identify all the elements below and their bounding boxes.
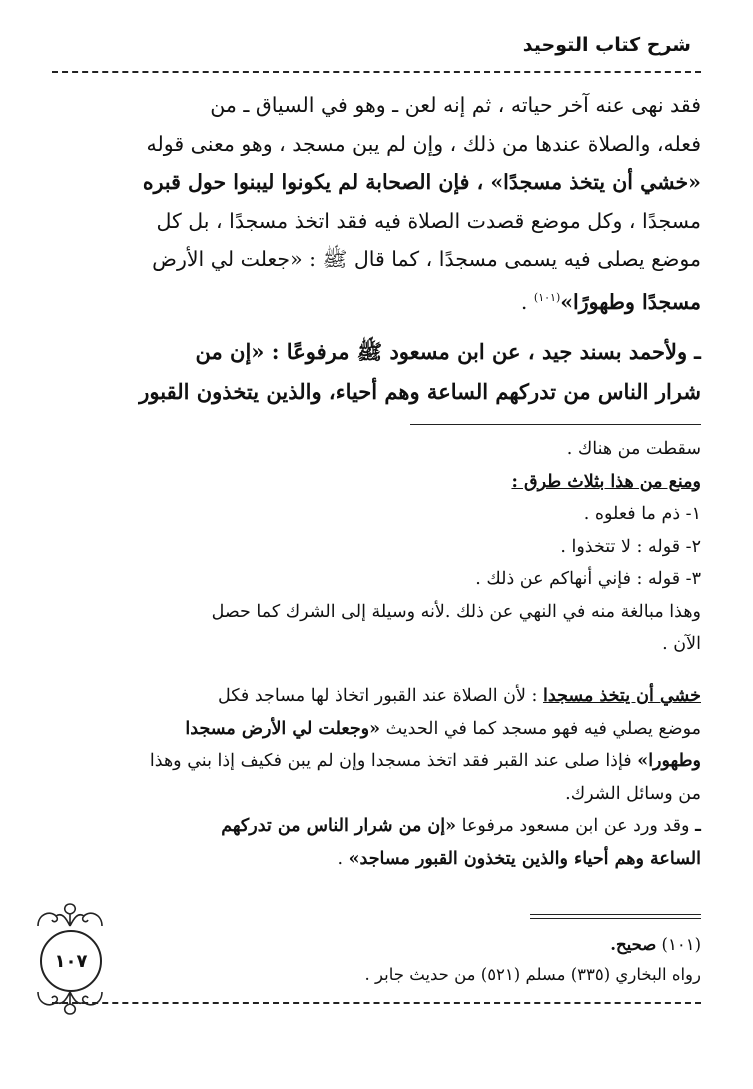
footnote-ref: (١٠١)	[533, 290, 561, 304]
main-line: فقد نهى عنه آخر حياته ، ثم إنه لعن ـ وهو في السياق ـ من	[210, 93, 701, 117]
footnote-number: (١٠١)	[661, 935, 701, 954]
note-quote: وطهورا»	[637, 751, 701, 771]
notes-divider	[410, 424, 701, 425]
note-text: فإذا صلى عند القبر فقد اتخذ مسجدا وإن لم يبن فكيف إذا بني وهذا	[149, 751, 638, 771]
note-text: : لأن الصلاة عند القبور اتخاذ لها مساجد فكل	[218, 686, 544, 706]
footnote-line	[118, 930, 701, 960]
note-quote: الساعة وهم أحياء والذين يتخذون القبور مساجد»	[348, 848, 701, 869]
footnote-section	[118, 930, 701, 990]
note-line: وهذا مبالغة منه في النهي عن ذلك .لأنه وسيلة إلى الشرك كما حصل	[211, 601, 701, 622]
footnote-grade: صحيح.	[610, 935, 657, 954]
footnote-line: رواه البخاري (٣٣٥) مسلم (٥٢١) من حديث جابر .	[364, 965, 701, 984]
note-line: الآن .	[662, 634, 701, 654]
main-paragraph-1	[118, 86, 701, 321]
section-marker: ـ	[695, 816, 701, 836]
note-text: موضع يصلي فيه فهو مسجد كما في الحديث	[385, 718, 701, 739]
section-marker: ـ	[693, 340, 701, 364]
note-line	[118, 745, 701, 778]
note-text: .	[337, 848, 349, 869]
note-line	[118, 713, 701, 746]
footnote-divider-2	[530, 918, 701, 919]
note-quote: «وجعلت لي الأرض مسجدا	[185, 718, 381, 739]
note-quote: «إن من شرار الناس من تدركهم	[221, 816, 457, 836]
page-number-ornament	[30, 900, 110, 1010]
main-line: فعله، والصلاة عندها من ذلك ، وإن لم يبن مسجد ، وهو معنى قوله	[146, 131, 701, 156]
scroll-ornament-top-icon	[30, 900, 110, 932]
main-line	[118, 332, 701, 372]
main-line: «خشي أن يتخذ مسجدًا» ، فإن الصحابة لم يكونوا ليبنوا حول قبره	[142, 170, 701, 194]
page-header-title: شرح كتاب التوحيد	[522, 34, 691, 56]
main-line: مسجدًا ، وكل موضع قصدت الصلاة فيه فقد اتخذ مسجدًا ، بل كل	[156, 208, 701, 233]
note-line: ٣- قوله : فإني أنهاكم عن ذلك .	[475, 569, 701, 589]
notes-section-1	[118, 433, 701, 661]
note-text: وقد ورد عن ابن مسعود مرفوعا	[456, 816, 690, 836]
note-heading: ومنع من هذا بثلاث طرق :	[511, 471, 701, 492]
hadith-text: ولأحمد بسند جيد ، عن ابن مسعود ﷺ مرفوعًا : «إن من	[195, 339, 688, 364]
main-line: موضع يصلى فيه يسمى مسجدًا ، كما قال ﷺ : «جعلت لي الأرض	[152, 247, 701, 271]
note-line: سقطت من هناك .	[566, 439, 701, 459]
main-line-last	[118, 279, 701, 321]
main-line: شرار الناس من تدركهم الساعة وهم أحياء، والذين يتخذون القبور	[139, 379, 701, 404]
sentence-end: .	[520, 289, 528, 314]
bottom-divider	[52, 1002, 701, 1004]
main-paragraph-2	[118, 332, 701, 412]
footnote-divider-1	[530, 914, 701, 915]
notes-section-2	[118, 680, 701, 875]
note-line: ٢- قوله : لا تتخذوا .	[560, 536, 701, 557]
note-line	[118, 810, 701, 843]
note-line: من وسائل الشرك.	[565, 783, 701, 804]
note-line	[118, 843, 701, 876]
page-number: ١٠٧	[40, 930, 102, 992]
note-line: ١- ذم ما فعلوه .	[583, 504, 701, 524]
note-keyword: خشي أن يتخذ مسجدا	[543, 686, 701, 706]
hadith-quote: مسجدًا وطهورًا»	[560, 289, 701, 314]
header-divider	[52, 71, 701, 73]
note-line	[118, 680, 701, 713]
